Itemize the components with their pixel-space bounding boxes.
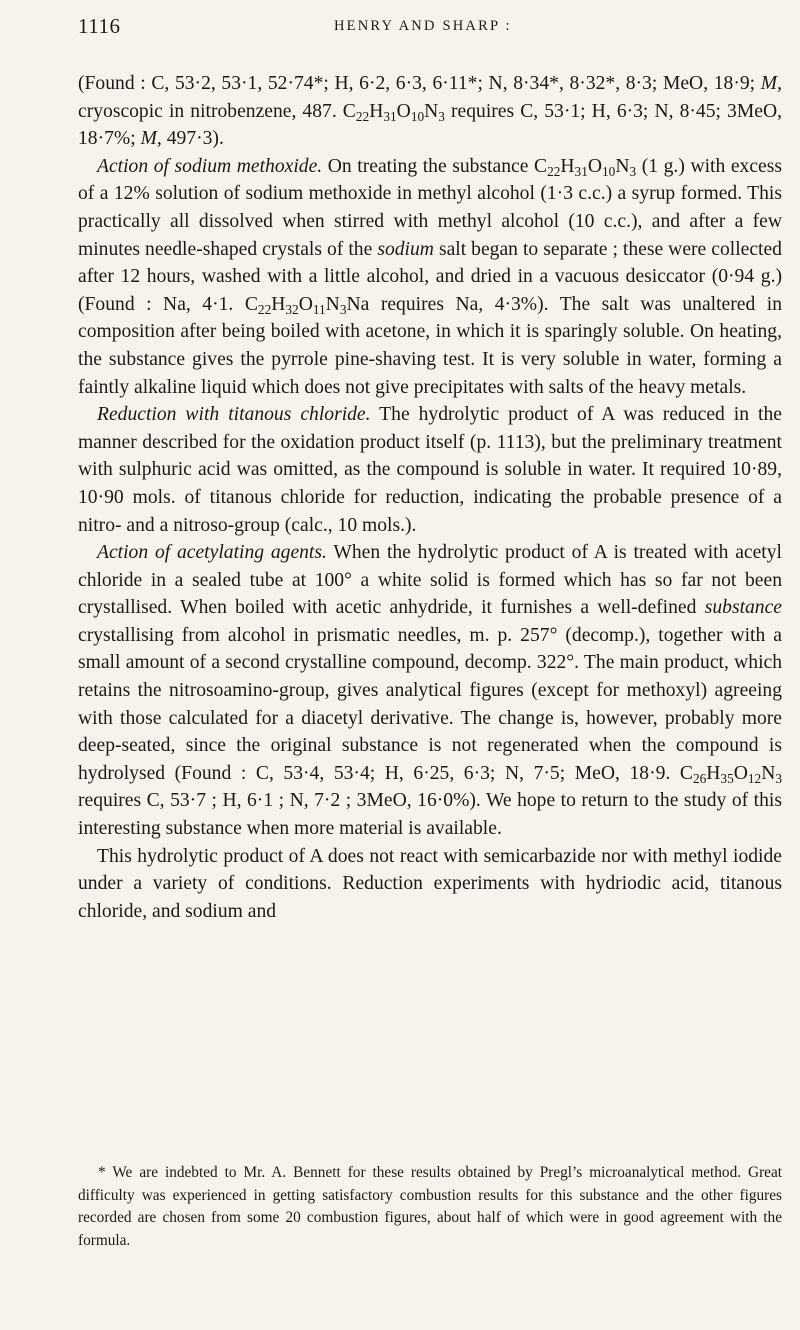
paragraph-titanous-reduction: Reduction with titanous chloride. The hydrolytic product of A was reduced in the manner described for the oxidation product itself (p. 1113), but the preliminary treatment with sulphuric acid was omitted, as the compound is soluble in water. It required 10·89, 10·90 mols. of titanous chloride for reduction, indicating the probable presence of a nitro- and a nitroso-group (calc., 10 mols.).: [78, 404, 782, 536]
section-heading: Action of acetylating agents.: [97, 542, 327, 564]
section-heading: Reduction with titanous chloride.: [97, 404, 371, 426]
footnote-text: * We are indebted to Mr. A. Bennett for these results obtained by Pregl’s microanalytical method. Great difficulty was experienced in getting satisfactory combustion results for this substance and the other figures recorded are chosen from some 20 combustion figures, about half of which were in good agreement with the formula.: [78, 1164, 782, 1249]
running-head: HENRY AND SHARP :: [334, 18, 512, 34]
page-number: 1116: [78, 14, 121, 38]
paragraph-acetylating-agents: Action of acetylating agents. When the hydrolytic product of A is treated with acetyl chloride in a sealed tube at 100° a white solid is formed which has so far not been crystallised. When boiled with acetic anhydride, it furnishes a well-defined substance crystallising from alcohol in prismatic needles, m. p. 257° (decomp.), together with a small amount of a second crystalline compound, decomp. 322°. The main product, which retains the nitrosoamino-group, gives analytical figures (except for methoxyl) agreeing with those calculated for a diacetyl derivative. The change is, however, probably more deep-seated, since the original substance is not regenerated when the compound is hydrolysed (Found : C, 53·4, 53·4; H, 6·25, 6·3; N, 7·5; MeO, 18·9. $C_{26}H_{35}O_{12}N_3$ requires C, 53·7 ; H, 6·1 ; N, 7·2 ; 3MeO, 16·0%). We hope to return to the study of this interesting substance when more material is available.: [78, 542, 782, 840]
paragraph-hydrolytic-product: This hydrolytic product of A does not react with semicarbazide nor with methyl iodide under a variety of conditions. Reduction experiments with hydriodic acid, titanous chloride, and sodium and: [78, 845, 782, 922]
paragraph-found-analysis: (Found : C, 53·2, 53·1, 52·74*; H, 6·2, 6·3, 6·11*; N, 8·34*, 8·32*, 8·3; MeO, 18·9; M, cryoscopic in nitrobenzene, 487. $C_{22}H_{31}O_{10}N_3$ requires C, 53·1; H, 6·3; N, 8·45; 3MeO, 18·7%; M, 497·3).: [78, 73, 782, 150]
page-header: [78, 14, 780, 48]
section-heading: Action of sodium methoxide.: [97, 155, 323, 177]
paragraph-sodium-methoxide: Action of sodium methoxide. On treating the substance $C_{22}H_{31}O_{10}N_3$ (1 g.) with excess of a 12% solution of sodium methoxide in methyl alcohol (1·3 c.c.) a syrup formed. This practically all dissolved when stirred with methyl alcohol (10 c.c.), and after a few minutes needle-shaped crystals of the sodium salt began to separate ; these were collected after 12 hours, washed with a little alcohol, and dried in a vacuous desiccator (0·94 g.) (Found : Na, 4·1. $C_{22}H_{32}O_{11}N_3Na$ requires Na, 4·3%). The salt was unaltered in composition after being boiled with acetone, in which it is sparingly soluble. On heating, the substance gives the pyrrole pine-shaving test. It is very soluble in water, forming a faintly alkaline liquid which does not give precipitates with salts of the heavy metals.: [78, 155, 782, 398]
footnotes: [78, 1162, 782, 1252]
body-text: [78, 70, 782, 925]
